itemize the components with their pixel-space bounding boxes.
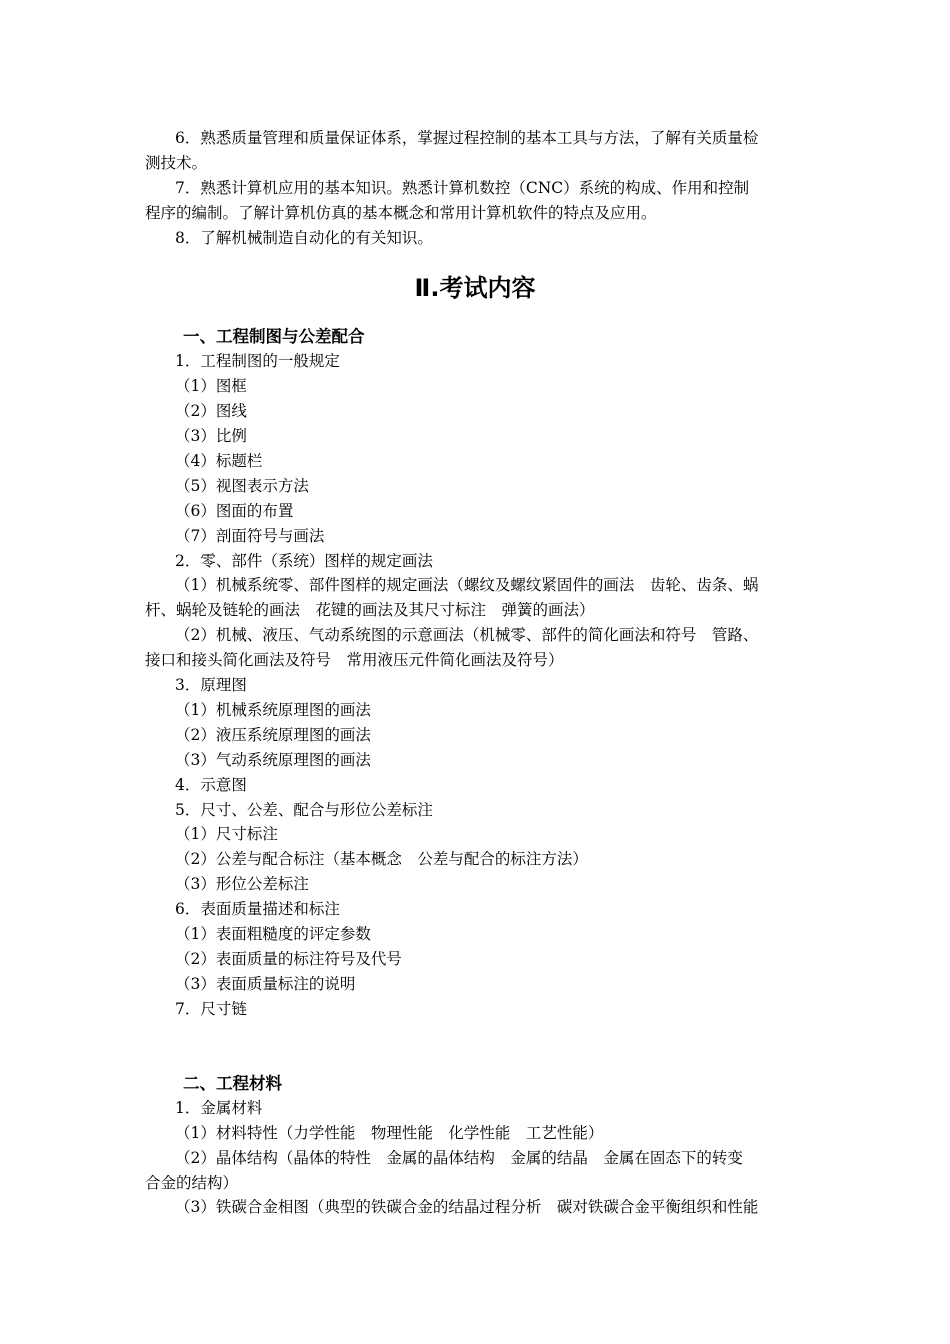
paragraph-8: 8．了解机械制造自动化的有关知识。 [175, 229, 433, 247]
section-heading-1: 一、工程制图与公差配合 [183, 327, 365, 346]
list-item: （2）液压系统原理图的画法 [175, 726, 371, 744]
list-item: 4．示意图 [175, 776, 247, 794]
list-item: （3）气动系统原理图的画法 [175, 751, 371, 769]
list-item: 6．表面质量描述和标注 [175, 900, 340, 918]
list-item: 1．金属材料 [175, 1099, 263, 1117]
list-item: （7）剖面符号与画法 [175, 527, 325, 545]
list-item: （4）标题栏 [175, 452, 263, 470]
list-item: 接口和接头简化画法及符号 常用液压元件简化画法及符号） [145, 651, 564, 669]
list-item: （1）表面粗糙度的评定参数 [175, 925, 371, 943]
list-item: 3．原理图 [175, 676, 247, 694]
page-title: Ⅱ.考试内容 [414, 274, 536, 302]
list-item: 杆、蜗轮及链轮的画法 花键的画法及其尺寸标注 弹簧的画法） [145, 601, 595, 619]
list-item: （3）表面质量标注的说明 [175, 975, 356, 993]
list-item: （3）形位公差标注 [175, 875, 309, 893]
list-item: （6）图面的布置 [175, 502, 294, 520]
list-item: 1．工程制图的一般规定 [175, 352, 340, 370]
list-item: （2）机械、液压、气动系统图的示意画法（机械零、部件的简化画法和符号 管路、 [175, 626, 759, 644]
list-item: 7．尺寸链 [175, 1000, 247, 1018]
list-item: （1）尺寸标注 [175, 825, 278, 843]
list-item: （1）材料特性（力学性能 物理性能 化学性能 工艺性能） [175, 1124, 604, 1142]
paragraph-7-line-1: 7．熟悉计算机应用的基本知识。熟悉计算机数控（CNC）系统的构成、作用和控制 [175, 179, 750, 197]
list-item: （3）比例 [175, 427, 247, 445]
list-item: （1）机械系统零、部件图样的规定画法（螺纹及螺纹紧固件的画法 齿轮、齿条、蜗 [175, 576, 759, 594]
list-item: 5．尺寸、公差、配合与形位公差标注 [175, 801, 433, 819]
list-item: （2）表面质量的标注符号及代号 [175, 950, 402, 968]
paragraph-6-line-2: 测技术。 [145, 154, 208, 172]
paragraph-7-line-2: 程序的编制。了解计算机仿真的基本概念和常用计算机软件的特点及应用。 [145, 204, 657, 222]
list-item: 合金的结构） [145, 1174, 239, 1192]
list-item: （1）机械系统原理图的画法 [175, 701, 371, 719]
list-item: （2）公差与配合标注（基本概念 公差与配合的标注方法） [175, 850, 588, 868]
paragraph-6-line-1: 6．熟悉质量管理和质量保证体系，掌握过程控制的基本工具与方法，了解有关质量检 [175, 129, 759, 147]
list-item: （1）图框 [175, 377, 247, 395]
list-item: （3）铁碳合金相图（典型的铁碳合金的结晶过程分析 碳对铁碳合金平衡组织和性能 [175, 1198, 759, 1216]
list-item: 2．零、部件（系统）图样的规定画法 [175, 552, 433, 570]
section-heading-2: 二、工程材料 [183, 1074, 282, 1093]
list-item: （2）图线 [175, 402, 247, 420]
list-item: （2）晶体结构（晶体的特性 金属的晶体结构 金属的结晶 金属在固态下的转变 [175, 1149, 743, 1167]
list-item: （5）视图表示方法 [175, 477, 309, 495]
